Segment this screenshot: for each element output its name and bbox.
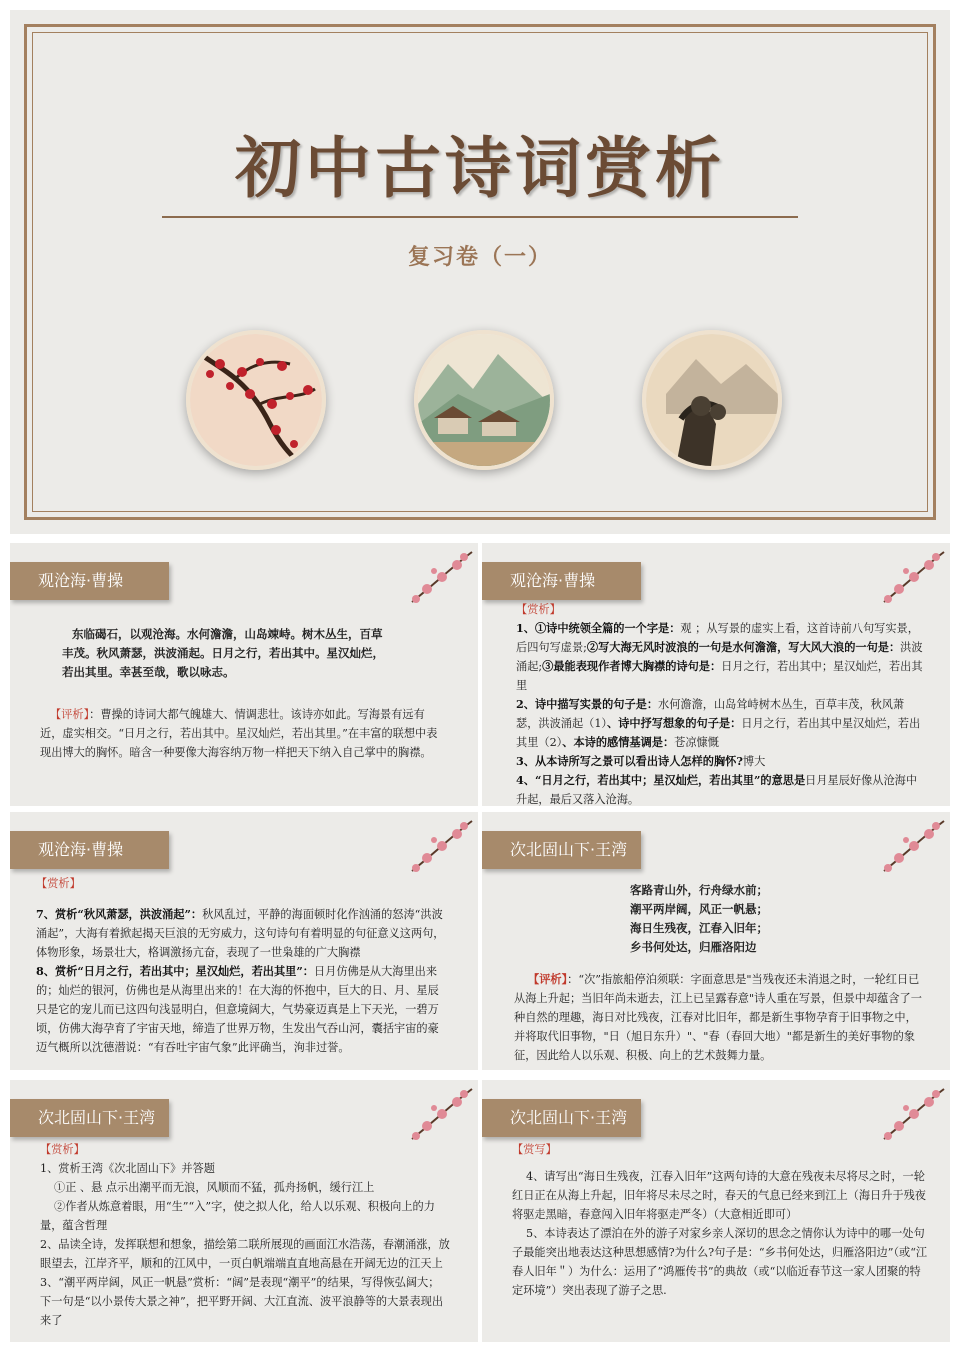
writing-label: 【赏写】	[512, 1143, 557, 1156]
comment-label: 【评析】	[50, 708, 90, 721]
slide-title-tab: 次北固山下·王湾	[482, 1099, 641, 1137]
village-landscape-painting	[414, 330, 554, 470]
analysis-line: 1、赏析王湾《次北固山下》并答题	[40, 1162, 215, 1175]
appreciation-label: 【赏析】	[36, 877, 81, 890]
analysis-line: 3、“潮平两岸阔，风正一帆悬”赏析：“阔”是表现“潮平”的结果，写得恢弘阔大；下一句是“以小景传大景之神”，把平野开阔、大江直流、波平浪静等的大景表现出来了	[40, 1276, 444, 1327]
analysis-item-4: 4、“日月之行，若出其中；星汉灿烂，若出其里”的意思是日月星辰好像从沧海中升起，最后又落入沧海。	[516, 773, 918, 806]
plum-blossom-icon	[402, 816, 474, 876]
analysis-text	[40, 1140, 450, 1330]
poem-line: 潮平两岸阔，风正一帆悬；	[630, 902, 768, 916]
cover-slide	[10, 10, 950, 534]
analysis-item-2: 2、诗中描写实景的句子是：水何澹澹，山岛耸峙树木丛生，百草丰茂，秋风萧瑟，洪波涌起（1）、诗中抒写想象的句子是：日月之行，若出其中星汉灿烂，若出其里（2）、本诗的感情基调是：苍凉慷慨	[516, 697, 921, 749]
slide-title-tab: 观沧海·曹操	[482, 562, 641, 600]
plum-blossom-icon	[874, 816, 946, 876]
writing-line: 4、请写出“海日生残夜，江春入旧年”这两句诗的大意在残夜未尽将尽之时，一轮红日正在从海上升起，旧年将尽未尽之时，春天的气息已经来到江上（海日升于残夜将驱走黑暗，春意闯入旧年将驱走严冬）（大意相近即可）	[512, 1170, 926, 1221]
poem-line: 客路青山外，行舟绿水前；	[630, 883, 768, 897]
comment-text	[40, 705, 440, 762]
plum-blossom-icon	[402, 547, 474, 607]
slide-title-tab: 次北固山下·王湾	[10, 1099, 169, 1137]
appreciation-item-8: 8、赏析“日月之行，若出其中；星汉灿烂，若出其里”：日月仿佛是从大海里出来的；灿烂的银河，仿佛也是从海里出来的！在大海的怀抱中，巨大的日、月、星辰只是它的宠儿而已这四句浅显明白，但意境阔大，气势豪迈真是上下天光，一碧万顷，仿佛大海孕育了宇宙天地，缔造了世界万物，生发出气吞山河，囊括宇宙的豪迈气概所以沈德潜说：“有吞吐宇宙气象”此评确当，洵非过誉。	[36, 964, 439, 1054]
comment-body: ：曹操的诗词大都气魄雄大、情调悲壮。该诗亦如此。写海景有远有近，虚实相交。“日月之行，若出其中。星汉灿烂，若出其里。”在丰富的联想中表现出博大的胸怀。暗含一种要像大海容纳万物一样把天下纳入自己掌中的胸襟。	[40, 708, 438, 759]
poem-line: 丰茂。秋风萧瑟，洪波涌起。日月之行，若出其中。星汉灿烂，	[62, 646, 384, 660]
analysis-item-3: 3、从本诗所写之景可以看出诗人怎样的胸怀?博大	[516, 754, 766, 768]
slide-title-tab: 观沧海·曹操	[10, 562, 169, 600]
comment-body: ：“次”指旅船停泊须联：字面意思是"当残夜还未消退之时，一轮红日已从海上升起；当旧年尚未逝去，江上已呈露春意"诗人重在写景，但景中却蕴含了一种自然的理趣，海日对比残夜，江春对比旧年，都是新生事物孕育于旧事物之中，并将取代旧事物，"日（旭日东升）"、"春（春回大地）"都是新生的美好事物的象征，因此给人以乐观、积极、向上的艺术鼓舞力量。	[514, 973, 922, 1062]
analysis-line: ②作者从炼意着眼，用“生”“入”字，使之拟人化，给人以乐观、积极向上的力量，蕴含哲理	[40, 1200, 435, 1232]
slide-guancanghai-analysis	[482, 543, 950, 806]
analysis-item-1: 1、①诗中统领全篇的一个字是：观 ；从写景的虚实上看，这首诗前八句写实景，后四句写虚景;②写大海无风时波浪的一句是水何澹澹，写大风大浪的一句是：洪波涌起;③最能表现作者博大胸襟的诗句是：日月之行，若出其中；星汉灿烂，若出其里	[516, 621, 923, 692]
writing-text	[512, 1140, 928, 1300]
poem-text	[630, 881, 890, 957]
poem-line: 若出其里。幸甚至哉，歌以咏志。	[62, 665, 235, 679]
analysis-label: 【赏析】	[516, 603, 561, 616]
analysis-label: 【赏析】	[40, 1143, 85, 1156]
writing-line: 5、本诗表达了漂泊在外的游子对家乡亲人深切的思念之情你认为诗中的哪一处句子最能突出地表达这种思想感情?为什么?句子是：“乡书何处达，归雁洛阳边”（或“江春人旧年＂）为什么：运用了”鸿雁传书”的典故（或“以临近春节这一家人团聚的特定环境”）突出表现了游子之思.	[512, 1227, 928, 1297]
comment-text	[514, 970, 922, 1065]
analysis-line: ①正 、悬 点示出潮平而无浪，风顺而不猛，孤舟扬帆，缓行江上	[54, 1181, 375, 1194]
plum-blossom-icon	[402, 1084, 474, 1144]
cover-divider	[162, 216, 798, 218]
analysis-line: 2、品读全诗，发挥联想和想象，描绘第二联所展现的画面江水浩荡，春潮涌涨，放眼望去，江岸齐平，顺和的江风中，一页白帆端端直直地高悬在开阔无边的江天上	[40, 1238, 450, 1270]
poem-line: 海日生残夜，江春入旧年；	[630, 921, 768, 935]
slide-title-tab: 观沧海·曹操	[10, 831, 169, 869]
poem-text	[62, 625, 432, 682]
slide-title-tab: 次北固山下·王湾	[482, 831, 641, 869]
plum-blossom-icon	[874, 1084, 946, 1144]
mountain-pine-painting	[642, 330, 782, 470]
slide-cibeigushan-writing	[482, 1080, 950, 1342]
cover-subtitle: 复习卷（一）	[407, 244, 552, 270]
cover-title: 初中古诗词赏析	[235, 129, 725, 207]
slide-guancanghai-poem	[10, 543, 478, 806]
appreciation-text	[36, 874, 448, 1057]
slide-cibeigushan-poem	[482, 812, 950, 1070]
slide-cibeigushan-analysis	[10, 1080, 478, 1342]
analysis-text	[516, 600, 926, 806]
plum-blossom-icon	[874, 547, 946, 607]
appreciation-item-7: 7、赏析“秋风萧瑟，洪波涌起”：秋风乱过，平静的海面顿时化作汹涌的怒涛“洪波涌起”，大海有着掀起揭天巨浪的无穷威力，这句诗句有着明显的句征意义这两句，体物形象，场景壮大，格调激扬亢奋，表现了一世枭雄的广大胸襟	[36, 907, 445, 959]
poem-line: 乡书何处达，归雁洛阳边	[630, 940, 757, 954]
poem-line: 东临碣石，以观沧海。水何澹澹，山岛竦峙。树木丛生，百草	[72, 627, 383, 641]
plum-blossom-painting	[186, 330, 326, 470]
slide-guancanghai-appreciation	[10, 812, 478, 1070]
comment-label: 【评析】	[528, 972, 568, 986]
